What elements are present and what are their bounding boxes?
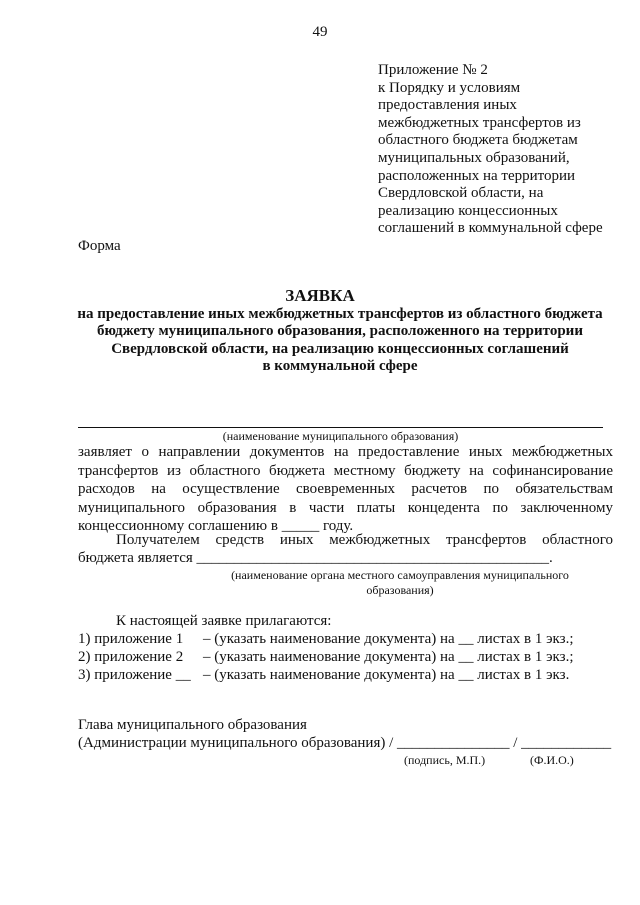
appendix-line: Свердловской области, на (378, 185, 544, 202)
document-title: ЗАЯВКА (285, 286, 355, 305)
signature-title: Глава муниципального образования (78, 717, 307, 733)
attachments-heading: К настоящей заявке прилагаются: (116, 613, 332, 629)
signature-line: (Администрации муниципального образования) / _______________ / ____________ (78, 735, 612, 751)
subtitle-line: бюджету муниципального образования, расположенного на территории (97, 323, 583, 340)
statement-line: муниципального образования в части платы концедента по заключенному (78, 499, 613, 516)
statement-line: концессионному соглашению в _____ году. (78, 518, 354, 535)
recipient-caption-line: (наименование органа местного самоуправления муниципального (231, 568, 569, 582)
appendix-line: реализацию концессионных (378, 202, 558, 219)
subtitle-line: на предоставление иных межбюджетных трансфертов из областного бюджета (77, 306, 603, 322)
attachment-text: – (указать наименование документа) на __ листах в 1 экз. (203, 667, 570, 683)
attachment-text: – (указать наименование документа) на __ листах в 1 экз.; (203, 649, 574, 665)
municipality-caption: (наименование муниципального образования) (222, 429, 459, 443)
page-number: 49 (312, 24, 328, 40)
appendix-line: к Порядку и условиям (378, 79, 521, 96)
subtitle-line: Свердловской области, на реализацию концессионных соглашений (111, 340, 569, 357)
municipality-name-field[interactable] (78, 427, 603, 428)
statement-line: трансфертов из областного бюджета местному бюджету на софинансирование (78, 462, 613, 479)
statement-paragraph (78, 443, 613, 536)
recipient-line: Получателем средств иных межбюджетных трансфертов областного (116, 532, 613, 548)
signature-caption: (подпись, М.П.) (404, 753, 486, 767)
appendix-line: областного бюджета бюджетам (378, 132, 578, 149)
attachment-text: – (указать наименование документа) на __ листах в 1 экз.; (203, 631, 574, 647)
attachment-number: 2) приложение 2 (78, 649, 184, 665)
document-subtitle (60, 306, 620, 375)
recipient-caption (200, 568, 600, 597)
appendix-line: межбюджетных трансфертов из (378, 114, 581, 131)
recipient-caption-line: образования) (366, 582, 434, 597)
appendix-line: соглашений в коммунальной сфере (378, 220, 603, 237)
appendix-header (378, 62, 603, 238)
appendix-line: муниципальных образований, (378, 149, 570, 166)
name-caption: (Ф.И.О.) (530, 753, 574, 767)
statement-line: расходов на осуществление своевременных расчетов по обязательствам (78, 481, 613, 498)
statement-line: заявляет о направлении документов на предоставление иных межбюджетных (78, 444, 613, 460)
appendix-line: предоставления иных (378, 97, 517, 114)
subtitle-line: в коммунальной сфере (262, 357, 418, 374)
attachment-number: 3) приложение __ (78, 667, 191, 683)
appendix-line: расположенных на территории (378, 167, 576, 184)
form-label: Форма (78, 238, 121, 254)
recipient-field-line: бюджета является _______________________________________________. (78, 550, 553, 566)
attachment-number: 1) приложение 1 (78, 631, 184, 647)
appendix-line: Приложение № 2 (378, 62, 488, 78)
